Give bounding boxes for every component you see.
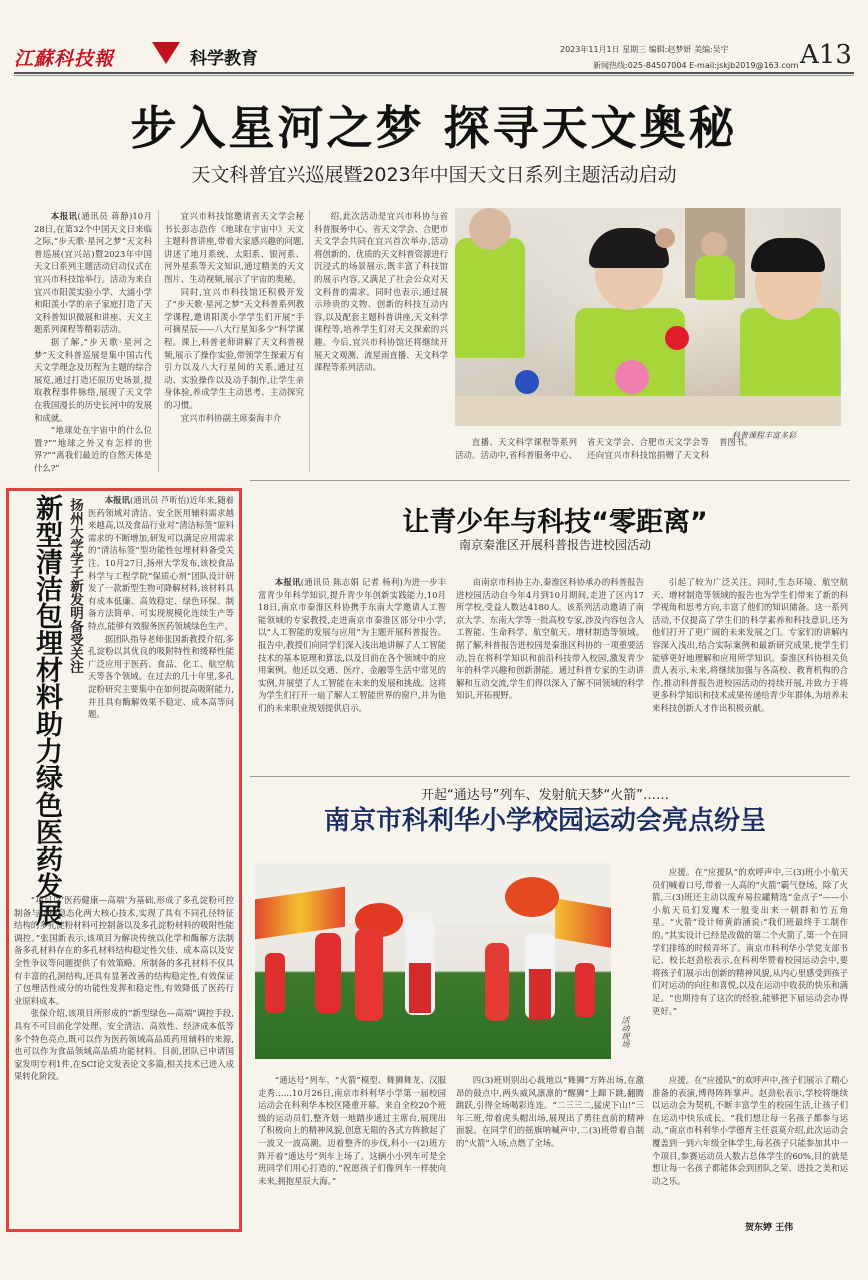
lead-byline: (通讯员 陈志娟 记者 杨利) xyxy=(300,577,403,587)
header-rule-thin xyxy=(14,75,854,76)
photo-sports-meet-dragon-dance xyxy=(255,863,611,1059)
lead-byline: (通讯员 蒋静) xyxy=(77,211,133,221)
paragraph: 10月28日,在第32个中国天文日来临之际,“步天歌·星河之梦”天文科普巡展(宜兴站)暨2023年中国天文日系列主题活动启动仪式在宜兴市科技馆举行。活动为来自宜兴市阳羡实验小学、大浦小学和阳羡小学的亲子家庭打造了天文科普知识微展和讲座、天文主题系列课程等精彩活动。 xyxy=(34,211,152,335)
left-article-headline: 新型清洁包埋材料助力绿色医药发展 xyxy=(31,494,62,926)
lower-article-col-3 xyxy=(652,1074,848,1216)
main-subhead: 天文科普宜兴巡展暨2023年中国天文日系列主题活动启动 xyxy=(191,164,677,186)
paragraph: 绍,此次活动是宜兴市科协与省科普服务中心、省天文学会、合肥市天文学会共同在宜兴首次举办,活动将创新的、优质的天文科普资源进行沉浸式的场景展示,既丰富了科技馆的展示内容,又满足了社会公众对天文科普的需求。同时也表示,通过展示珍贵的文物、创新的科技互动内容,以及配套主题科普讲座,天文科学课程等,培养学生们对天文探索的兴趣。今后,宜兴市科协馆还将继续开展天文观测、流星雨直播、天文科学课程等系列活动。 xyxy=(314,211,448,373)
center-article-col-1 xyxy=(258,576,446,772)
paragraph: 应援。在“应援队”的欢呼声中,孩子们展示了精心准备的表演,博得阵阵掌声。赵劲松表示,学校将继续以运动会为契机,不断丰富学生的校园生活,让孩子们在运动中快乐成长。“我们想让每一名孩子都参与运动。”南京市科利华小学德育主任袁莫介绍,此次运动会覆盖到一到六年级全体学生,每名孩子只能参加其中一个项目,参赛运动员人数占总体学生的60%,目的就是想让每一名孩子都能体会到团队之荣、进技之美和运动之乐。 xyxy=(652,1075,848,1186)
masthead-triangle-icon xyxy=(152,42,180,64)
paragraph: 近年来,随着医药领域对清洁、安全医用辅料需求越来越高,以及食品行业对“清洁标签”原料需求的不断增加,研发可以满足应用需求的“清洁标签”型功能性包埋材料备受关注。10月27日,扬州大学发布,该校食品科学与工程学院“保质心剂”团队设计研发了一款新型生物可降解材料,该材料具有成本低廉、高效稳定、绿色环保、制备方法简单、可实现规模化连续生产等特点,能够有效服务医药领域绿色生产。 xyxy=(88,495,234,631)
paragraph: 应援。在“应援队”的欢呼声中,三(3)班小小航天员们喊着口号,带着一人高的“火箭”霸气登场。除了火箭,三(3)班还主动以废弃易拉罐精选“金点子”——小小航天员们发魔术一般变出来一朝群和竹五角星。“火箭”设计师黄韵涵说:“我们班最终手工制作的。”其实设计已经是改做的第二个火箭了,第一个在同学们排练的时候弄坏了。南京市科利华小学党支部书记、校长赵劲松表示,在科利华赞着校园运动会中,要将孩子们展示出创新的精神风貌,从内心里感受到孩子们对运动的向往和喜悦,以及在运动中收获的快乐和满足。“也期待有了这次的经验,能够把下届运动会办得更好。” xyxy=(652,867,848,1016)
lower-article-col-1 xyxy=(258,1074,446,1232)
lower-article-col-2 xyxy=(456,1074,644,1232)
paragraph: 宜兴市科协副主席秦海丰介 xyxy=(180,412,282,423)
paragraph: 张保介绍,该项目所形成的“新型绿色—高端”调控手段,具有不可目前化学处理、安全清洁、高效性、经济成本低等多个特色亮点,既可以作为医药领域高品质药用辅料的来源,也可以作为食品领域高品质功能材料。目前,团队已申请国家发明专利1件,在SCI论文发表论文多篇,相关技术已进入成果转化阶段。 xyxy=(14,1008,234,1082)
paragraph: “项目以‘医药健康—高端’为基础,形成了多孔淀粉可控制备与结构稳态化两大核心技术,实现了具有不同孔径特征结构的多孔淀粉材料可控制备以及多孔淀粉材料的吸附性能调控。”张国新表示,该项目为解决传统以化学和酶解方法制备多孔材料存在的多孔材料结构稳定性欠佳、成本高以及安全性争议等问题提供了有效策略。所制备的多孔材料不仅具有丰富的孔洞结构,还具有显著改善的结构稳定性,有效保证了包埋活性成分的功能性发挥和稳定性,有效降低了医药行业原料成本。 xyxy=(14,895,234,1006)
paragraph: 为进一步丰富青少年科学知识,提升青少年创新实践能力,10月18日,南京市秦淮区科协携手东南大学邀请人工智能领域的专家教授,走进南京市秦淮区部分中小学,以“人工智能的发展与应用”为主题开展科普报告。报告中,教授们向同学们深入浅出地讲解了人工智能技术的基本原理和算法,以及目前在各个领域中的应用案例。他还以交通、医疗、金融等生活中常见的实例,并展望了人工智能在未来的发展和挑战。这将为学生们打开一扇了解人工智能世界的窗户,并为他们的未来职业规划提供启示。 xyxy=(258,577,446,713)
photo-students-science-class xyxy=(455,208,841,426)
lead-tag: 本报讯 xyxy=(274,577,301,587)
author-line: 贺东婷 王伟 xyxy=(745,1223,794,1233)
center-article-col-2 xyxy=(456,576,644,772)
center-article-subhead: 南京秦淮区开展科普报告进校园活动 xyxy=(458,538,651,552)
paragraph: 据了解,“步天歌·星河之梦”天文科普巡展是集中国古代天文学理念及历程为主题的综合展览,通过打造还原历史场景,提取教程事件脉络,展现了天文学在我国漫长的历史长河中的发展和成就。 xyxy=(34,336,152,423)
hotline-line: 新闻热线:025-84507004 E-mail:jskjb2019@163.com xyxy=(593,61,799,70)
main-col-1 xyxy=(34,210,152,472)
column-divider xyxy=(158,210,159,472)
paragraph: “地球处在宇宙中的什么位置?”“地球之外又有怎样的世界?”“离我们最近的自然天体是什么?” xyxy=(34,425,152,472)
masthead-logo: 江蘇科技報 xyxy=(14,48,115,70)
paragraph: 引起了较为广泛关注。同时,生态环境、航空航天、增材制造等领域的报告也为学生们带来了新的科学视角和思考方向,丰富了他们的知识储备。这一系列活动,不仅提高了学生们的科学素养和科技意识,还为他们打开了更广阔的未来发展之门。专家们的讲解内容深入浅出,结合实际案例和最新研究成果,使学生们能够更好地理解和应用所学知识。秦淮区科协相关负责人表示,未来,将继续加强与各高校、教育机构的合作,推动科普报告进校园活动的持续开展,并致力于将更多科学知识和技术成果传递给青少年群体,为培养未来科技创新人才作出积极贡献。 xyxy=(652,577,848,713)
lower-article-headline: 南京市科利华小学校园运动会亮点纷呈 xyxy=(323,806,766,836)
section-name: 科学教育 xyxy=(190,49,258,69)
photo-caption: 科普课程丰富多彩 xyxy=(732,431,796,440)
main-headline: 步入星河之梦 探寻天文奥秘 xyxy=(130,101,738,155)
lead-tag: 本报讯 xyxy=(50,211,78,221)
lower-article-kicker: 开起“通达号”列车、发射航天梦“火箭”…… xyxy=(421,788,669,803)
center-article-col-3 xyxy=(652,576,848,772)
main-col-4 xyxy=(455,436,841,476)
section-divider xyxy=(250,480,850,481)
column-divider xyxy=(309,210,310,472)
date-line: 2023年11月1日 星期三 编辑:赵梦妍 美编:吴宇 xyxy=(560,45,729,54)
lead-tag: 本报讯 xyxy=(104,495,130,505)
main-col-2 xyxy=(164,210,304,472)
photo-caption: 活动现场 xyxy=(621,1016,630,1048)
paragraph: “通达号”列车、“火箭”模型、舞狮舞龙、汉服走秀……10月26日,南京市科利华小学第一届校园运动会在科利华本校区隆重开幕。来自全校20个班级的运动员们,整齐划一地踏步通过主席台,展现出了积极向上的精神风貌,创意无限的各式方阵掀起了一波又一波高潮。迈着整齐的步伐,科小一(2)班方阵开着“通达号”列车上场了。这辆小小列车可是全班同学们用心打造的,“祝愿孩子们像列车一样驶向未来,拥抱星辰大海。” xyxy=(258,1075,446,1186)
paragraph: 由南京市科协主办,秦淮区科协承办的科普报告进校园活动自今年4月到10月期间,走进了区内17所学校,受益人数达4180人。该系列活动邀请了南京大学、东南大学等一批高校专家,涉及内容包含人工智能、生命科学、航空航天、增材制造等领域。据了解,科普报告进校园是秦淮区科协的一项重要活动,旨在将科学知识和前沿科技带入校园,激发青少年的科学兴趣和创新潜能。通过科普专家的生动讲解和互动交流,学生们得以深入了解不同领域的科学知识,开拓视野。 xyxy=(456,577,644,701)
paragraph: 直播、天文科学课程等系列活动。活动中,省科普服务中心、省天文学会、合肥市天文学会等还向宜兴市科技馆捐赠了天文科普图书。 xyxy=(455,437,753,460)
paragraph: 宜兴市科技馆邀请省天文学会秘书长彭志浩作《地球在宇宙中》天文主题科普讲座,带着大家感兴趣的问题,讲述了地月系统、太阳系、银河系、河外星系等天文知识,通过精美的天文图片、生动视频,展示了宇宙的奥秘。 xyxy=(164,211,304,284)
paragraph: 同时,宜兴市科技馆还积极开发了“步天歌·星河之梦”天文科普系列教学课程,邀请阳羡小学学生们开展“手可摘星辰——八大行星知多少”科学课程。课上,科普老师讲解了天文科普视频,展示了操作实验,带领学生探索万有引力以及八大行星间的关系,通过互动、实验操作以及动手制作,让学生亲身体验,养成学生主动思考、主动探究的习惯。 xyxy=(164,286,304,410)
section-divider xyxy=(250,776,850,777)
paragraph: 四(3)班则别出心裁地以“舞狮”方阵出场,在激昂的鼓点中,两头威风凛凛的“醒狮”上蹿下跳,翻腾跳跃,引得全场喝彩连连。“二三三二,猛虎下山!”三年三班,带着虎头帽出场,展现出了勇往直前的精神面貌。在同学们的摇旗呐喊声中,二(3)班带着自制的“火箭”入场,点燃了全场。 xyxy=(456,1075,644,1148)
page-number: A13 xyxy=(800,40,852,70)
main-col-3 xyxy=(314,210,448,472)
left-article-col-1 xyxy=(88,494,234,890)
paragraph: 据团队指导老师张国新教授介绍,多孔淀粉以其优良的吸附特性和缓释性能广泛应用于医药、食品、化工、航空航天等各个领域。在过去的几十年里,多孔淀粉研究主要集中在如何提高吸附能力,并且具有酶解效果不稳定、成本高等问题。 xyxy=(88,633,234,720)
left-article-kicker: 扬州大学学子新发明备受关注 xyxy=(67,498,83,674)
lower-article-col-right xyxy=(652,866,848,1066)
lead-byline: (通讯员 芦昕怡) xyxy=(129,495,190,505)
header-rule xyxy=(14,72,854,74)
left-article-col-2 xyxy=(14,894,234,1228)
center-article-headline: 让青少年与科技“零距离” xyxy=(402,507,708,538)
